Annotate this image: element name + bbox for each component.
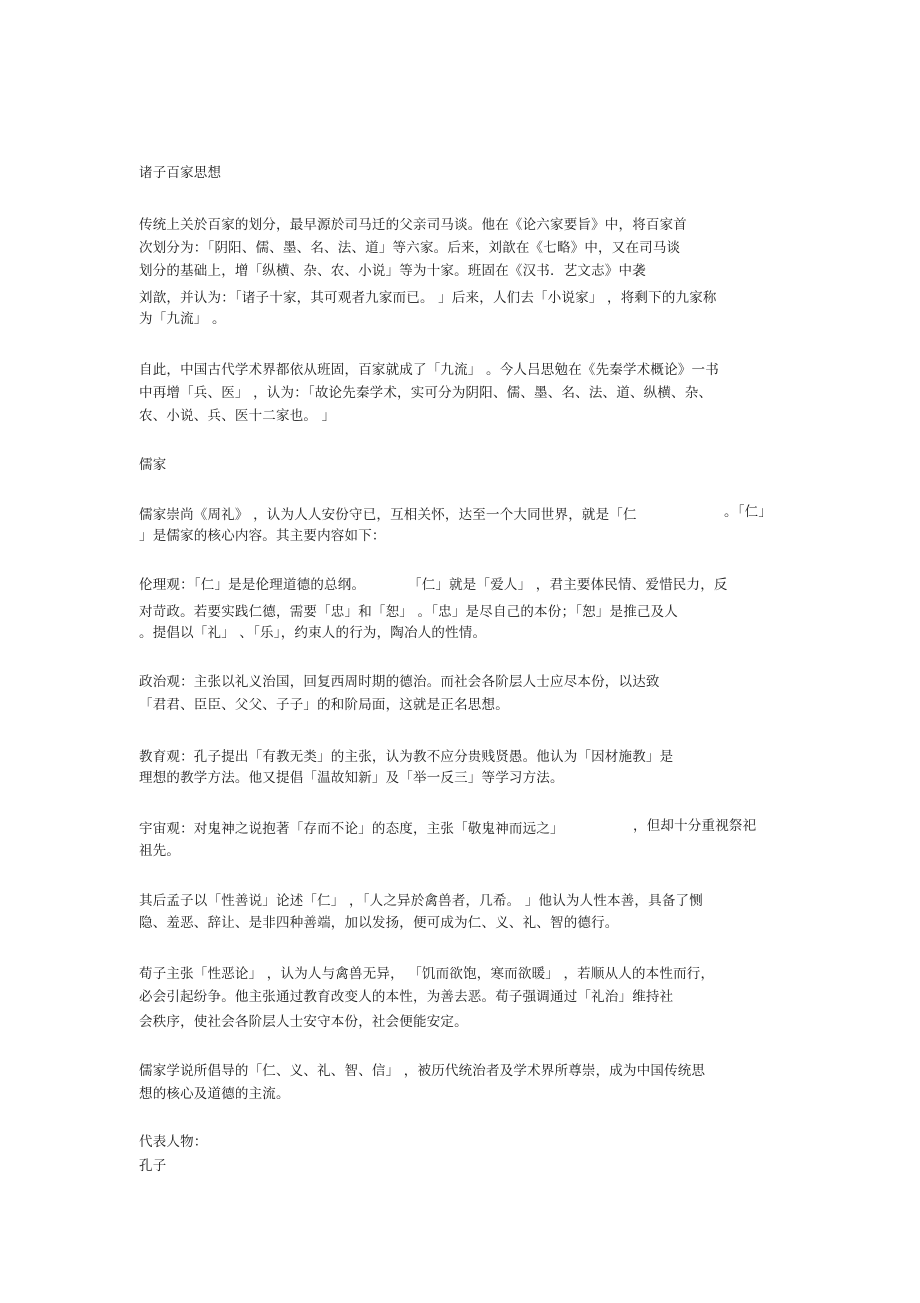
document-title: 诸子百家思想 [139,165,222,181]
text-line: 荀子主张「性恶论」 ，认为人与禽兽无异， 「饥而欲饱，寒而欲暖」 ，若顺从人的本性而行， [139,966,715,982]
text-line: 教育观：孔子提出「有教无类」的主张，认为教不应分贵贱贤愚。他认为「因材施教」是 [139,749,674,765]
text-line: 儒家崇尚《周礼》 ，认为人人安份守已，互相关怀，达至一个大同世界，就是「仁 [139,507,637,523]
text-line: 祖先。 [139,843,181,859]
text-line: 想的核心及道德的主流。 [139,1086,290,1102]
text-line: 孔子 [139,1158,167,1174]
text-fragment: ，但却十分重视祭祀 [633,818,757,834]
text-line: 」是儒家的核心内容。其主要内容如下： [139,528,386,544]
text-line: 自此，中国古代学术界都依从班固，百家就成了「九流」 。今人吕思勉在《先秦学术概论》一书 [139,362,719,378]
text-fragment: 「仁」就是「爱人」 ，君主要体民情、爱惜民力，反 [408,577,728,593]
text-line: 。提倡以「礼」 、「乐」，约束人的行为，陶冶人的性情。 [139,625,487,641]
text-line: 对苛政。若要实践仁德，需要「忠」和「恕」 。「忠」是尽自己的本份；「恕」是推己及人 [139,604,678,620]
text-line: 宇宙观：对鬼神之说抱著「存而不论」的态度，主张「敬鬼神而远之」 [139,821,564,837]
text-line: 会秩序，使社会各阶层人士安守本份，社会便能安定。 [139,1014,468,1030]
text-line: 儒家学说所倡导的「仁、义、礼、智、信」 ，被历代统治者及学术界所尊崇，成为中国传统思 [139,1063,706,1079]
text-line: 其后孟子以「性善说」论述「仁」 ，「人之异於禽兽者，几希。 」他认为人性本善，具备了恻 [139,893,703,909]
text-line: 划分的基础上，增「纵横、杂、农、小说」等为十家。班固在《汉书．艺文志》中袭 [139,263,646,279]
text-line: 为「九流」 。 [139,311,226,327]
text-line: 政治观：主张以礼义治国，回复西周时期的德治。而社会各阶层人士应尽本份，以达致 [139,674,660,690]
text-line: 隐、羞恶、辞让、是非四种善端，加以发扬，便可成为仁、义、礼、智的德行。 [139,915,619,931]
text-line: 「君君、臣臣、父父、子子」的和阶局面，这就是正名思想。 [139,697,509,713]
text-line: 传统上关於百家的划分，最早源於司马迁的父亲司马谈。他在《论六家要旨》中，将百家首 [139,217,687,233]
text-line: 伦理观：「仁」是是伦理道德的总纲。 [139,577,366,593]
text-line: 刘歆，并认为：「诸子十家，其可观者九家而已。 」后来，人们去「小说家」 ，将剩下的九家称 [139,290,717,306]
text-line: 农、小说、兵、医十二家也。 」 [139,408,336,424]
text-line: 中再增「兵、医」 ，认为：「故论先秦学术，实可分为阴阳、儒、墨、名、法、道、纵横、杂、 [139,385,713,401]
text-line: 必会引起纷争。他主张通过教育改变人的本性，为善去恶。荀子强调通过「礼治」维持社 [139,989,674,1005]
text-line: 代表人物： [139,1134,208,1150]
text-line: 理想的教学方法。他又提倡「温故知新」及「举一反三」等学习方法。 [139,770,564,786]
section-heading: 儒家 [139,457,167,473]
text-fragment: 。「仁」 [724,504,773,520]
text-line: 次划分为：「阴阳、儒、墨、名、法、道」等六家。后来，刘歆在《七略》中，又在司马谈 [139,240,681,256]
